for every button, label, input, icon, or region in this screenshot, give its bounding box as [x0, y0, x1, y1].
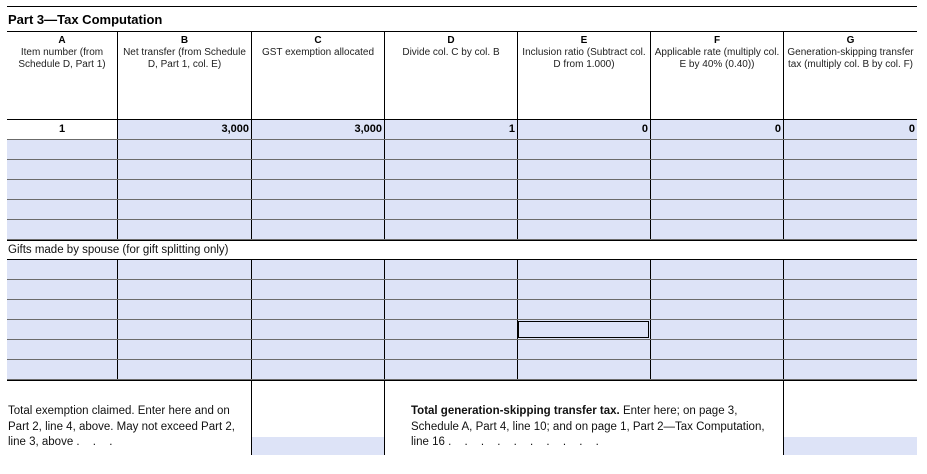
table-cell[interactable] — [251, 280, 384, 299]
table-cell[interactable] — [251, 140, 384, 159]
table-cell[interactable] — [650, 280, 783, 299]
table-cell[interactable] — [7, 160, 117, 179]
table-cell[interactable] — [7, 180, 117, 199]
total-gst-text: Enter here; on page 3, Schedule A, Part 4, line 10; and on page 1, Part 2—Tax Computation, line 16 — [411, 405, 765, 448]
col-letter: E — [580, 35, 588, 46]
col-letter: A — [58, 35, 66, 46]
table-cell[interactable] — [783, 360, 917, 379]
table-cell[interactable] — [251, 360, 384, 379]
tax-computation-form — [7, 6, 917, 455]
table-cell[interactable] — [7, 300, 117, 319]
table-cell[interactable] — [517, 180, 650, 199]
table-cell[interactable] — [517, 160, 650, 179]
table-cell[interactable] — [783, 180, 917, 199]
col-desc: Divide col. C by col. B — [402, 47, 500, 58]
col-desc: Applicable rate (multiply col. E by 40% (0.40)) — [654, 47, 780, 70]
table-cell[interactable] — [117, 160, 251, 179]
item-number-cell[interactable]: 1 — [7, 120, 117, 139]
table-row — [7, 300, 917, 320]
table-cell[interactable] — [7, 360, 117, 379]
table-cell[interactable] — [384, 280, 517, 299]
table-cell[interactable] — [783, 160, 917, 179]
col-header-e — [517, 32, 650, 119]
net-transfer-cell[interactable]: 3,000 — [117, 120, 251, 139]
table-cell[interactable] — [7, 140, 117, 159]
table-row — [7, 120, 917, 140]
table-cell[interactable] — [650, 160, 783, 179]
table-cell[interactable] — [384, 200, 517, 219]
table-cell[interactable] — [117, 140, 251, 159]
table-cell[interactable] — [117, 280, 251, 299]
col-desc: Net transfer (from Schedule D, Part 1, col. E) — [123, 47, 246, 70]
col-desc: Generation-skipping transfer tax (multiply col. B by col. F) — [787, 47, 914, 70]
table-cell[interactable] — [7, 200, 117, 219]
col-letter: B — [180, 35, 189, 46]
table-cell[interactable] — [650, 140, 783, 159]
gst-tax-cell[interactable]: 0 — [783, 120, 917, 139]
table-cell[interactable] — [384, 180, 517, 199]
table-cell[interactable] — [251, 160, 384, 179]
table-cell[interactable] — [517, 200, 650, 219]
table-row — [7, 160, 917, 180]
table-cell[interactable] — [251, 300, 384, 319]
table-cell[interactable] — [7, 260, 117, 279]
table-cell[interactable] — [783, 320, 917, 339]
total-exemption-text: Total exemption claimed. Enter here and on Part 2, line 4, above. May not exceed Part 2, line 3, above — [8, 405, 235, 448]
table-cell[interactable] — [517, 220, 650, 239]
divide-cell[interactable]: 1 — [384, 120, 517, 139]
table-cell[interactable] — [384, 140, 517, 159]
table-cell[interactable] — [783, 300, 917, 319]
table-cell[interactable] — [650, 200, 783, 219]
table-cell[interactable] — [117, 300, 251, 319]
total-exemption-label — [7, 381, 251, 455]
table-cell[interactable] — [384, 360, 517, 379]
table-cell[interactable] — [117, 180, 251, 199]
table-cell[interactable] — [251, 220, 384, 239]
table-cell[interactable] — [517, 300, 650, 319]
table-cell[interactable] — [650, 180, 783, 199]
table-cell[interactable] — [517, 260, 650, 279]
table-cell[interactable] — [117, 360, 251, 379]
col-header-f — [650, 32, 783, 119]
table-cell[interactable] — [650, 300, 783, 319]
table-row — [7, 340, 917, 360]
col-header-c — [251, 32, 384, 119]
table-cell[interactable] — [517, 140, 650, 159]
col-desc: Inclusion ratio (Subtract col. D from 1.000) — [522, 47, 646, 70]
table-cell[interactable] — [251, 200, 384, 219]
col-header-d — [384, 32, 517, 119]
table-cell[interactable] — [117, 200, 251, 219]
applicable-rate-cell[interactable]: 0 — [650, 120, 783, 139]
table-cell[interactable] — [783, 200, 917, 219]
col-header-a — [7, 32, 117, 119]
total-gst-label — [384, 381, 783, 455]
table-cell[interactable] — [117, 220, 251, 239]
table-row — [7, 260, 917, 280]
totals-footer — [7, 380, 917, 455]
table-cell[interactable] — [7, 340, 117, 359]
table-cell[interactable] — [517, 280, 650, 299]
table-row — [7, 280, 917, 300]
leader-dots: . . . . . . . . . . — [448, 436, 604, 448]
table-cell[interactable] — [117, 320, 251, 339]
table-cell[interactable] — [251, 340, 384, 359]
table-cell[interactable] — [251, 260, 384, 279]
table-cell[interactable] — [650, 360, 783, 379]
table-cell[interactable] — [384, 220, 517, 239]
table-cell[interactable] — [7, 220, 117, 239]
col-letter: C — [314, 35, 322, 46]
table-cell[interactable] — [384, 340, 517, 359]
total-gst-title: Total generation-skipping transfer tax. — [411, 405, 620, 417]
col-letter: F — [713, 35, 721, 46]
table-cell[interactable] — [117, 260, 251, 279]
column-headers — [7, 32, 917, 120]
table-cell[interactable] — [783, 260, 917, 279]
gst-exemption-cell[interactable]: 3,000 — [251, 120, 384, 139]
table-cell[interactable] — [650, 340, 783, 359]
table-cell[interactable] — [517, 340, 650, 359]
col-desc: GST exemption allocated — [261, 47, 375, 58]
table-cell[interactable] — [650, 220, 783, 239]
total-gst-field[interactable] — [783, 381, 917, 455]
table-cell[interactable] — [650, 260, 783, 279]
table-row — [7, 200, 917, 220]
table-cell[interactable] — [117, 340, 251, 359]
table-cell[interactable] — [783, 140, 917, 159]
table-cell[interactable] — [783, 280, 917, 299]
table-cell[interactable] — [517, 360, 650, 379]
table-cell[interactable] — [783, 220, 917, 239]
table-cell[interactable] — [251, 320, 384, 339]
inclusion-ratio-cell[interactable]: 0 — [517, 120, 650, 139]
col-desc: Item number (from Schedule D, Part 1) — [18, 47, 106, 70]
table-cell[interactable] — [650, 320, 783, 339]
table-row — [7, 140, 917, 160]
table-cell[interactable] — [517, 320, 650, 339]
table-cell[interactable] — [783, 340, 917, 359]
table-cell[interactable] — [384, 320, 517, 339]
col-letter: G — [846, 35, 855, 46]
table-row — [7, 360, 917, 380]
table-cell[interactable] — [384, 300, 517, 319]
table-cell[interactable] — [7, 320, 117, 339]
col-letter: D — [447, 35, 455, 46]
total-exemption-field[interactable] — [251, 381, 384, 455]
table-cell[interactable] — [251, 180, 384, 199]
table-cell[interactable] — [384, 160, 517, 179]
col-header-g — [783, 32, 917, 119]
table-cell[interactable] — [384, 260, 517, 279]
leader-dots: . . . — [76, 436, 118, 448]
part-title: Part 3—Tax Computation — [7, 6, 917, 32]
table-row — [7, 220, 917, 240]
spouse-gifts-label: Gifts made by spouse (for gift splitting only) — [7, 240, 917, 260]
table-row — [7, 320, 917, 340]
table-row — [7, 180, 917, 200]
table-cell[interactable] — [7, 280, 117, 299]
col-header-b — [117, 32, 251, 119]
